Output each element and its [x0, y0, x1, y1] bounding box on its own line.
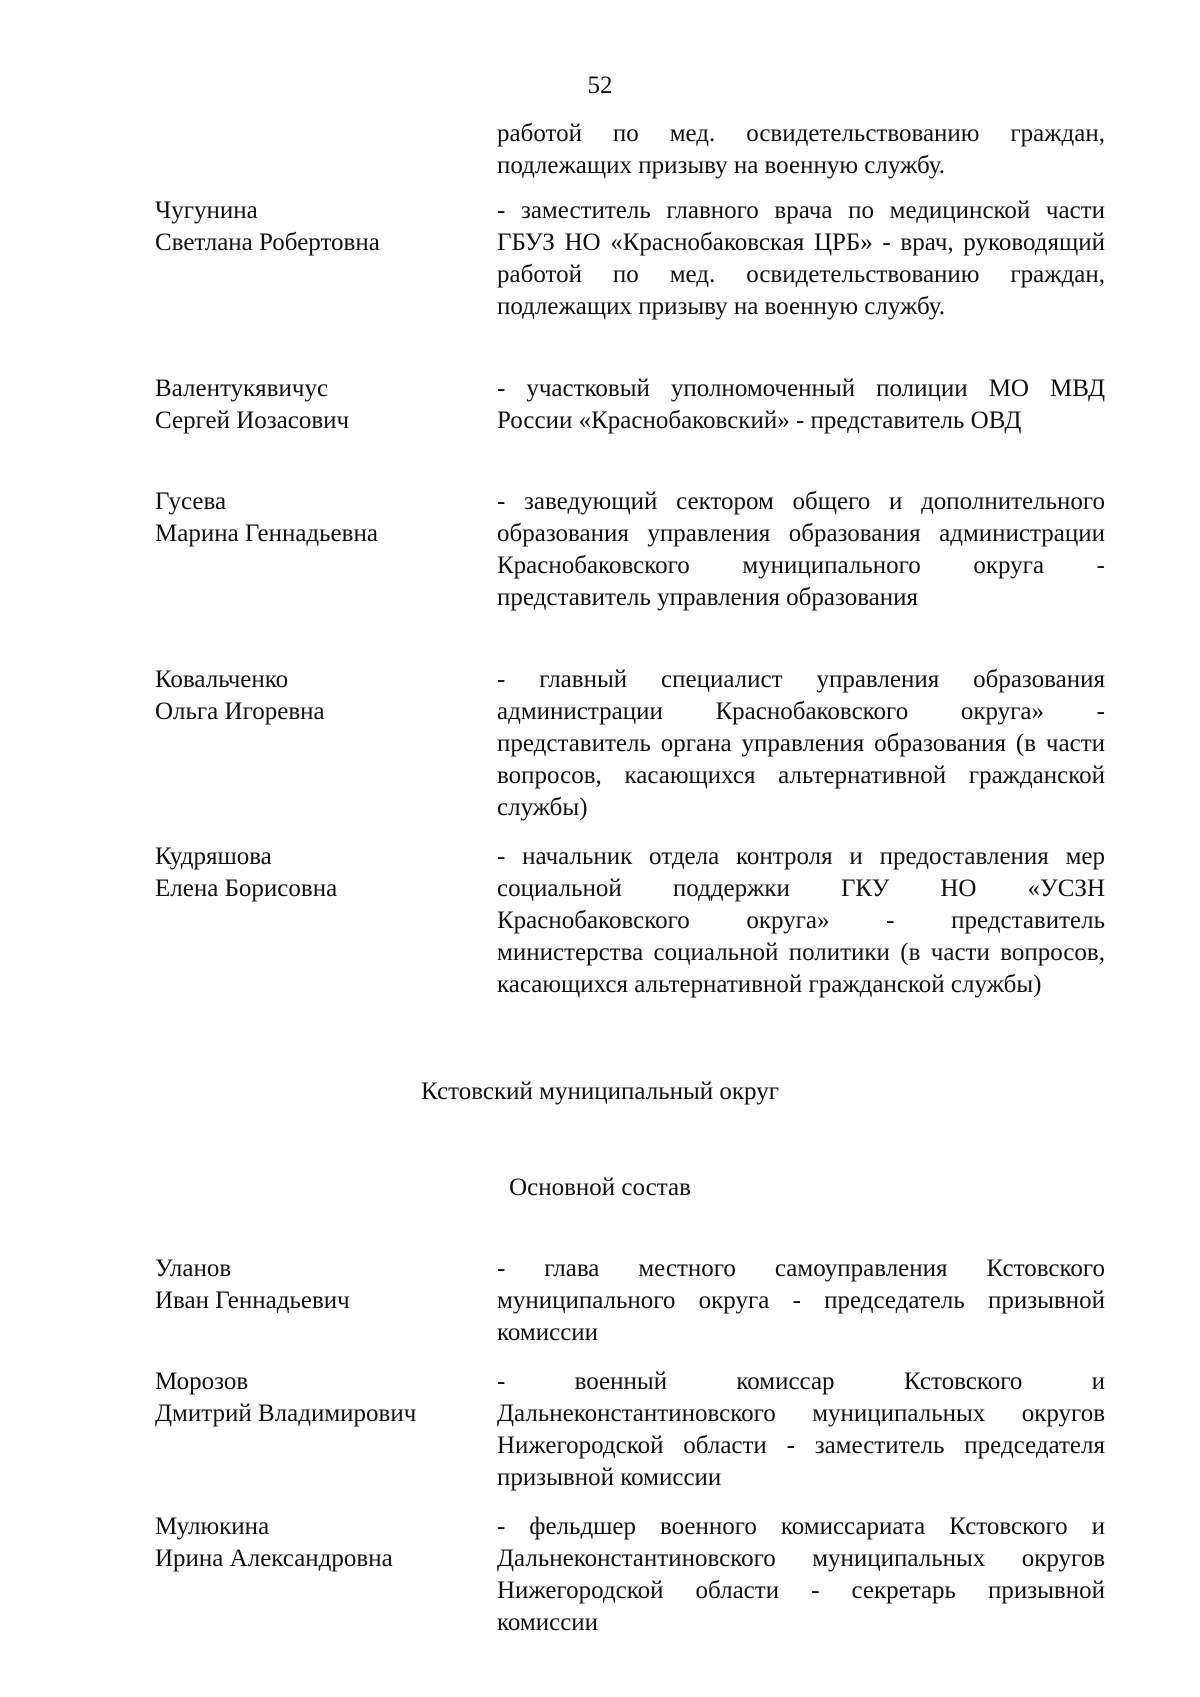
member-role: - главный специалист управления образования администрации Краснобаковского округа» - представитель органа управления образования (в части вопросов, касающихся альтернативной гражданской службы): [497, 666, 1105, 821]
member-role: - участковый уполномоченный полиции МО МВД России «Краснобаковский» - представитель ОВД: [497, 375, 1105, 434]
member-name: [155, 1511, 475, 1575]
member-name: [155, 841, 475, 905]
member-role: - заведующий сектором общего и дополнительного образования управления образования администрации Краснобаковского муниципального округа - представитель управления образования: [497, 488, 1105, 611]
member-given-name: Марина Геннадьевна: [155, 520, 378, 547]
member-role: - военный комиссар Кстовского и Дальнеконстантиновского муниципальных округов Нижегородской области - заместитель председателя призывной комиссии: [497, 1368, 1105, 1491]
member-name: [155, 1253, 475, 1317]
member-surname: Ковальченко: [155, 666, 289, 693]
member-surname: Уланов: [155, 1255, 232, 1282]
subsection-title: Основной состав: [509, 1174, 691, 1201]
member-surname: Мулюкина: [155, 1513, 270, 1540]
member-role: - заместитель главного врача по медицинской части ГБУЗ НО «Краснобаковская ЦРБ» - врач, руководящий работой по мед. освидетельствованию граждан, подлежащих призыву на военную службу.: [497, 197, 1105, 320]
member-surname: Чугунина: [155, 197, 258, 224]
member-name: [155, 664, 475, 728]
member-surname: Кудряшова: [155, 843, 272, 870]
member-surname: Морозов: [155, 1368, 249, 1395]
member-given-name: Ольга Игоревна: [155, 698, 325, 725]
member-name: [155, 195, 475, 259]
member-role: - начальник отдела контроля и предоставления мер социальной поддержки ГКУ НО «УСЗН Краснобаковского округа» - представитель министерства социальной политики (в части вопросов, касающихся альтернативной гражданской службы): [497, 843, 1105, 998]
member-role: - фельдшер военного комиссариата Кстовского и Дальнеконстантиновского муниципальных округов Нижегородской области - секретарь призывной комиссии: [497, 1513, 1105, 1636]
member-given-name: Елена Борисовна: [155, 875, 338, 902]
member-name: [155, 486, 475, 550]
page-number: 52: [587, 72, 613, 99]
member-given-name: Иван Геннадьевич: [155, 1287, 350, 1314]
member-given-name: Ирина Александровна: [155, 1545, 393, 1572]
member-surname: Гусева: [155, 488, 227, 515]
member-given-name: Сергей Иозасович: [155, 407, 350, 434]
intro-continuation: работой по мед. освидетельствованию граждан, подлежащих призыву на военную службу.: [497, 120, 1105, 179]
member-surname: Валентукявичус: [155, 375, 329, 402]
member-name: [155, 373, 475, 437]
member-given-name: Светлана Робертовна: [155, 229, 380, 256]
member-given-name: Дмитрий Владимирович: [155, 1400, 417, 1427]
member-role: - глава местного самоуправления Кстовского муниципального округа - председатель призывной комиссии: [497, 1255, 1105, 1346]
section-title: Кстовский муниципальный округ: [421, 1078, 779, 1105]
member-name: [155, 1366, 475, 1430]
